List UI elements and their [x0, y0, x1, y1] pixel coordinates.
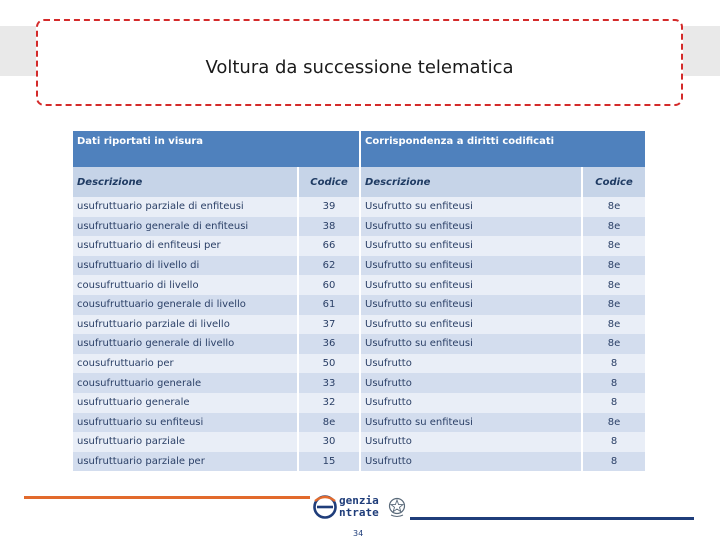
cell-codice-diritto: 8e: [583, 315, 645, 335]
table-row: [73, 256, 645, 276]
table-row: [73, 373, 645, 393]
column-header-codice: Codice: [299, 167, 359, 197]
agenzia-entrate-logo: [312, 493, 408, 523]
blue-rule: [410, 517, 694, 520]
table-row: [73, 354, 645, 374]
cell-descrizione-diritto: Usufrutto: [361, 393, 581, 413]
table-row: [73, 432, 645, 452]
column-header-codice: Codice: [583, 167, 645, 197]
cell-codice-diritto: 8e: [583, 236, 645, 256]
cell-descrizione-visura: usufruttuario di livello di: [73, 256, 297, 276]
cell-codice-diritto: 8: [583, 373, 645, 393]
cell-descrizione-visura: usufruttuario generale di enfiteusi: [73, 217, 297, 237]
cell-descrizione-visura: usufruttuario parziale di enfiteusi: [73, 197, 297, 217]
orange-rule: [24, 496, 310, 499]
page-number: 34: [353, 529, 364, 538]
rights-table: [73, 131, 647, 470]
cell-codice-diritto: 8e: [583, 413, 645, 433]
table-row: [73, 197, 645, 217]
table-row: [73, 275, 645, 295]
italian-republic-emblem-icon: [388, 496, 406, 518]
cell-codice-diritto: 8e: [583, 217, 645, 237]
table-row: [73, 452, 645, 472]
cell-descrizione-diritto: Usufrutto su enfiteusi: [361, 413, 581, 433]
cell-codice-diritto: 8e: [583, 275, 645, 295]
cell-descrizione-visura: usufruttuario su enfiteusi: [73, 413, 297, 433]
table-row: [73, 413, 645, 433]
table-row: [73, 393, 645, 413]
cell-descrizione-diritto: Usufrutto: [361, 452, 581, 472]
cell-descrizione-visura: cousufruttuario generale: [73, 373, 297, 393]
table-body: [73, 197, 645, 471]
column-header-descrizione: Descrizione: [73, 167, 297, 197]
cell-descrizione-diritto: Usufrutto su enfiteusi: [361, 256, 581, 276]
cell-descrizione-diritto: Usufrutto su enfiteusi: [361, 236, 581, 256]
cell-codice-visura: 39: [299, 197, 359, 217]
cell-descrizione-visura: usufruttuario parziale di livello: [73, 315, 297, 335]
cell-descrizione-visura: cousufruttuario generale di livello: [73, 295, 297, 315]
cell-codice-visura: 15: [299, 452, 359, 472]
cell-codice-visura: 66: [299, 236, 359, 256]
cell-codice-visura: 37: [299, 315, 359, 335]
column-header-descrizione: Descrizione: [361, 167, 581, 197]
cell-codice-diritto: 8: [583, 432, 645, 452]
cell-codice-visura: 62: [299, 256, 359, 276]
cell-descrizione-diritto: Usufrutto su enfiteusi: [361, 334, 581, 354]
table-row: [73, 334, 645, 354]
table-row: [73, 217, 645, 237]
cell-descrizione-diritto: Usufrutto: [361, 354, 581, 374]
cell-descrizione-diritto: Usufrutto su enfiteusi: [361, 295, 581, 315]
table-row: [73, 315, 645, 335]
cell-codice-diritto: 8e: [583, 197, 645, 217]
cell-codice-diritto: 8e: [583, 256, 645, 276]
cell-descrizione-visura: cousufruttuario per: [73, 354, 297, 374]
cell-descrizione-visura: usufruttuario di enfiteusi per: [73, 236, 297, 256]
cell-codice-diritto: 8: [583, 452, 645, 472]
slide-title: Voltura da successione telematica: [205, 57, 514, 78]
cell-codice-visura: 33: [299, 373, 359, 393]
group-header-corrispondenza: Corrispondenza a diritti codificati: [361, 131, 645, 167]
cell-codice-visura: 38: [299, 217, 359, 237]
cell-codice-visura: 50: [299, 354, 359, 374]
cell-codice-visura: 36: [299, 334, 359, 354]
cell-descrizione-visura: cousufruttuario di livello: [73, 275, 297, 295]
cell-descrizione-diritto: Usufrutto su enfiteusi: [361, 315, 581, 335]
cell-codice-visura: 32: [299, 393, 359, 413]
cell-descrizione-diritto: Usufrutto su enfiteusi: [361, 197, 581, 217]
cell-codice-diritto: 8: [583, 393, 645, 413]
cell-descrizione-visura: usufruttuario generale: [73, 393, 297, 413]
cell-descrizione-diritto: Usufrutto: [361, 432, 581, 452]
cell-descrizione-visura: usufruttuario parziale per: [73, 452, 297, 472]
cell-codice-visura: 61: [299, 295, 359, 315]
table-row: [73, 236, 645, 256]
agenzia-entrate-e-icon: [313, 495, 337, 519]
cell-codice-visura: 60: [299, 275, 359, 295]
cell-descrizione-visura: usufruttuario generale di livello: [73, 334, 297, 354]
cell-codice-visura: 30: [299, 432, 359, 452]
cell-descrizione-diritto: Usufrutto su enfiteusi: [361, 275, 581, 295]
cell-descrizione-diritto: Usufrutto su enfiteusi: [361, 217, 581, 237]
group-header-visura: Dati riportati in visura: [73, 131, 359, 167]
cell-descrizione-visura: usufruttuario parziale: [73, 432, 297, 452]
cell-codice-diritto: 8e: [583, 295, 645, 315]
cell-descrizione-diritto: Usufrutto: [361, 373, 581, 393]
table-row: [73, 295, 645, 315]
logo-text-line1: genzia: [339, 494, 379, 507]
cell-codice-diritto: 8e: [583, 334, 645, 354]
logo-text-line2: ntrate: [339, 506, 379, 519]
cell-codice-diritto: 8: [583, 354, 645, 374]
title-frame: [36, 19, 683, 106]
cell-codice-visura: 8e: [299, 413, 359, 433]
